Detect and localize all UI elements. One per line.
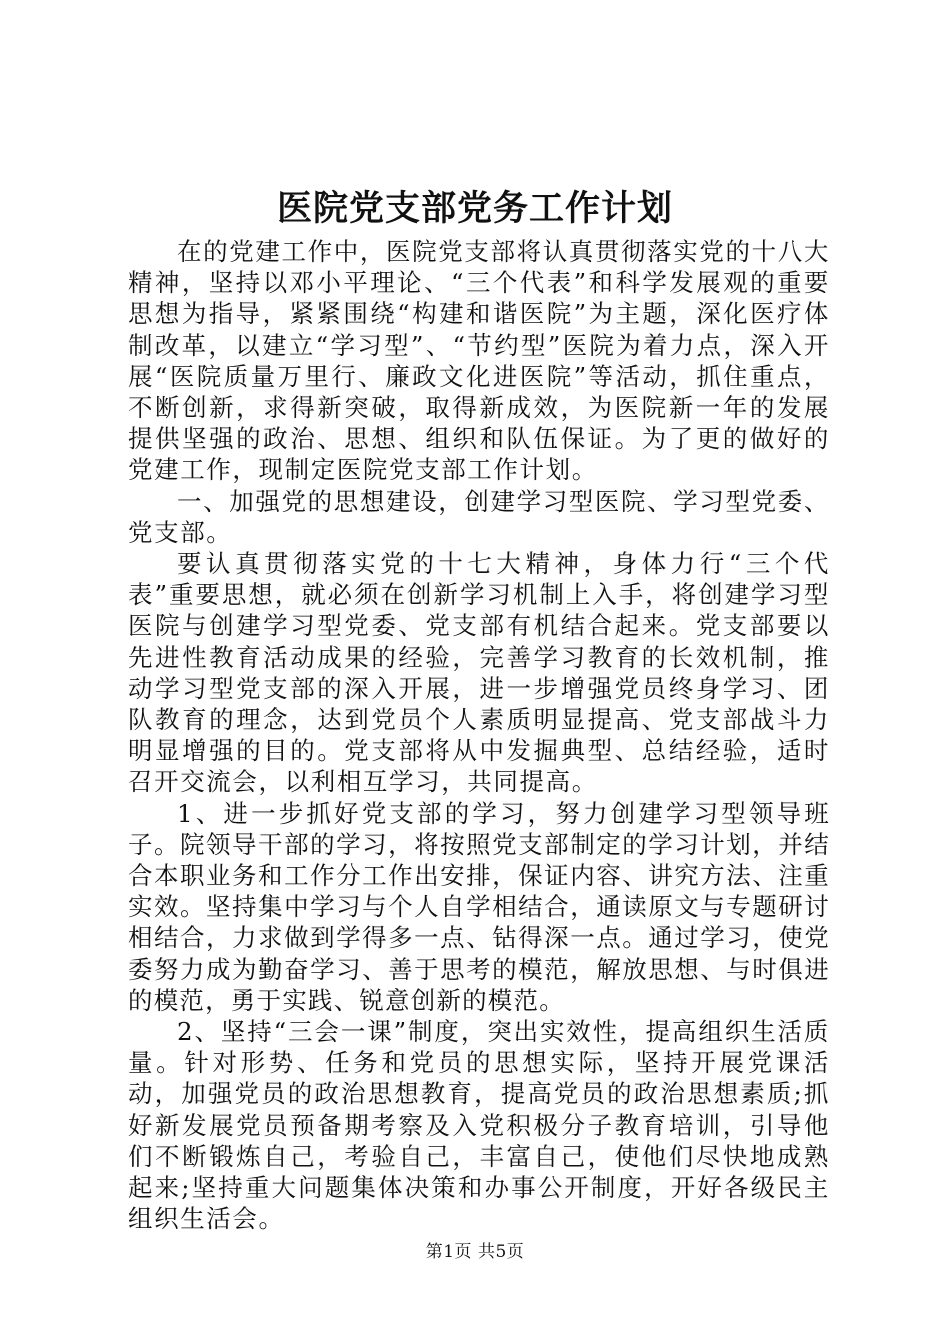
paragraph-intro: 在的党建工作中，医院党支部将认真贯彻落实党的十八大精神，坚持以邓小平理论、“三个代表”和科学发展观的重要思想为指导，紧紧围绕“构建和谐医院”为主题，深化医疗体制改革，以建立“学习型”、“节约型”医院为着力点，深入开展“医院质量万里行、廉政文化进医院”等活动，抓住重点，不断创新，求得新突破，取得新成效，为医院新一年的发展提供坚强的政治、思想、组织和队伍保证。为了更的做好的党建工作，现制定医院党支部工作计划。	[128, 237, 830, 485]
paragraph-study-mechanism: 要认真贯彻落实党的十七大精神，身体力行“三个代表”重要思想，就必须在创新学习机制上入手，将创建学习型医院与创建学习型党委、党支部有机结合起来。党支部要以先进性教育活动成果的经验，完善学习教育的长效机制，推动学习型党支部的深入开展，进一步增强党员终身学习、团队教育的理念，达到党员个人素质明显提高、党支部战斗力明显增强的目的。党支部将从中发掘典型、总结经验，适时召开交流会，以利相互学习，共同提高。	[128, 549, 830, 797]
document-body	[128, 236, 830, 1235]
paragraph-section-heading-1: 一、加强党的思想建设，创建学习型医院、学习型党委、党支部。	[128, 486, 830, 547]
paragraph-item-1: 1、进一步抓好党支部的学习，努力创建学习型领导班子。院领导干部的学习，将按照党支部制定的学习计划，并结合本职业务和工作分工作出安排，保证内容、讲究方法、注重实效。坚持集中学习与个人自学相结合，通读原文与专题研讨相结合，力求做到学得多一点、钻得深一点。通过学习，使党委努力成为勤奋学习、善于思考的模范，解放思想、与时俱进的模范，勇于实践、锐意创新的模范。	[128, 798, 830, 1015]
page-footer: 第1页 共5页	[425, 1242, 525, 1262]
document-title: 医院党支部党务工作计划	[276, 188, 673, 229]
paragraph-item-2: 2、坚持“三会一课”制度，突出实效性，提高组织生活质量。针对形势、任务和党员的思想实际，坚持开展党课活动，加强党员的政治思想教育，提高党员的政治思想素质;抓好新发展党员预备期考察及入党积极分子教育培训，引导他们不断锻炼自己，考验自己，丰富自己，使他们尽快地成熟起来;坚持重大问题集体决策和办事公开制度，开好各级民主组织生活会。	[128, 1017, 830, 1234]
